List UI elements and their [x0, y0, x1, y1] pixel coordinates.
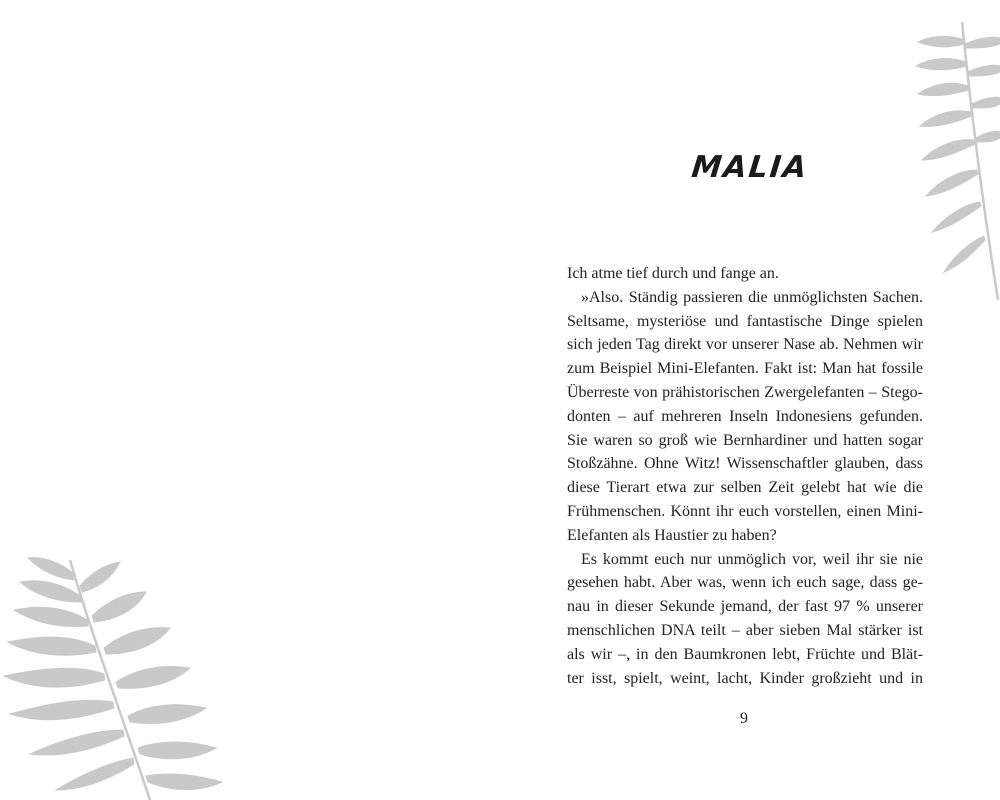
text-line: zum Beispiel Mini-Elefanten. Fakt ist: Man hat fossile [567, 360, 923, 378]
text-line: Elefanten als Haustier zu haben? [567, 526, 777, 544]
text-line: Überreste von prähistorischen Zwergelefanten – Stego- [567, 383, 923, 401]
text-line: donten – auf mehreren Inseln Indonesiens gefunden. [567, 407, 923, 425]
fern-leaf-icon [0, 550, 240, 800]
text-line: nau in dieser Sekunde jemand, der fast 97 % unserer [567, 598, 923, 616]
text-line: Ich atme tief durch und fange an. [567, 265, 779, 282]
text-line: gesehen habt. Aber was, wenn ich euch sage, dass ge- [567, 574, 923, 592]
text-line: diese Tierart etwa zur selben Zeit gelebt hat wie die [567, 479, 923, 497]
text-line: ter isst, spielt, weint, lacht, Kinder großzieht und in [567, 669, 923, 687]
text-line: Stoßzähne. Ohne Witz! Wissenschaftler glauben, dass [567, 455, 923, 473]
text-line: »Also. Ständig passieren die unmöglichsten Sachen. [581, 288, 923, 306]
text-line: Es kommt euch nur unmöglich vor, weil ihr sie nie [581, 550, 923, 568]
text-line: sich jeden Tag direkt vor unserer Nase ab. Nehmen wir [567, 336, 923, 354]
text-line: Seltsame, mysteriöse und fantastische Dinge spielen [567, 312, 923, 330]
page-number: 9 [740, 710, 748, 727]
text-line: menschlichen DNA teilt – aber sieben Mal stärker ist [567, 621, 923, 639]
body-text [567, 262, 923, 690]
text-line: Sie waren so groß wie Bernhardiner und hatten sogar [567, 431, 923, 449]
chapter-title: MALIA [689, 150, 811, 185]
text-line: als wir –, in den Baumkronen lebt, Früchte und Blät- [567, 645, 923, 663]
text-line: Frühmenschen. Könnt ihr euch vorstellen, einen Mini- [567, 502, 923, 520]
